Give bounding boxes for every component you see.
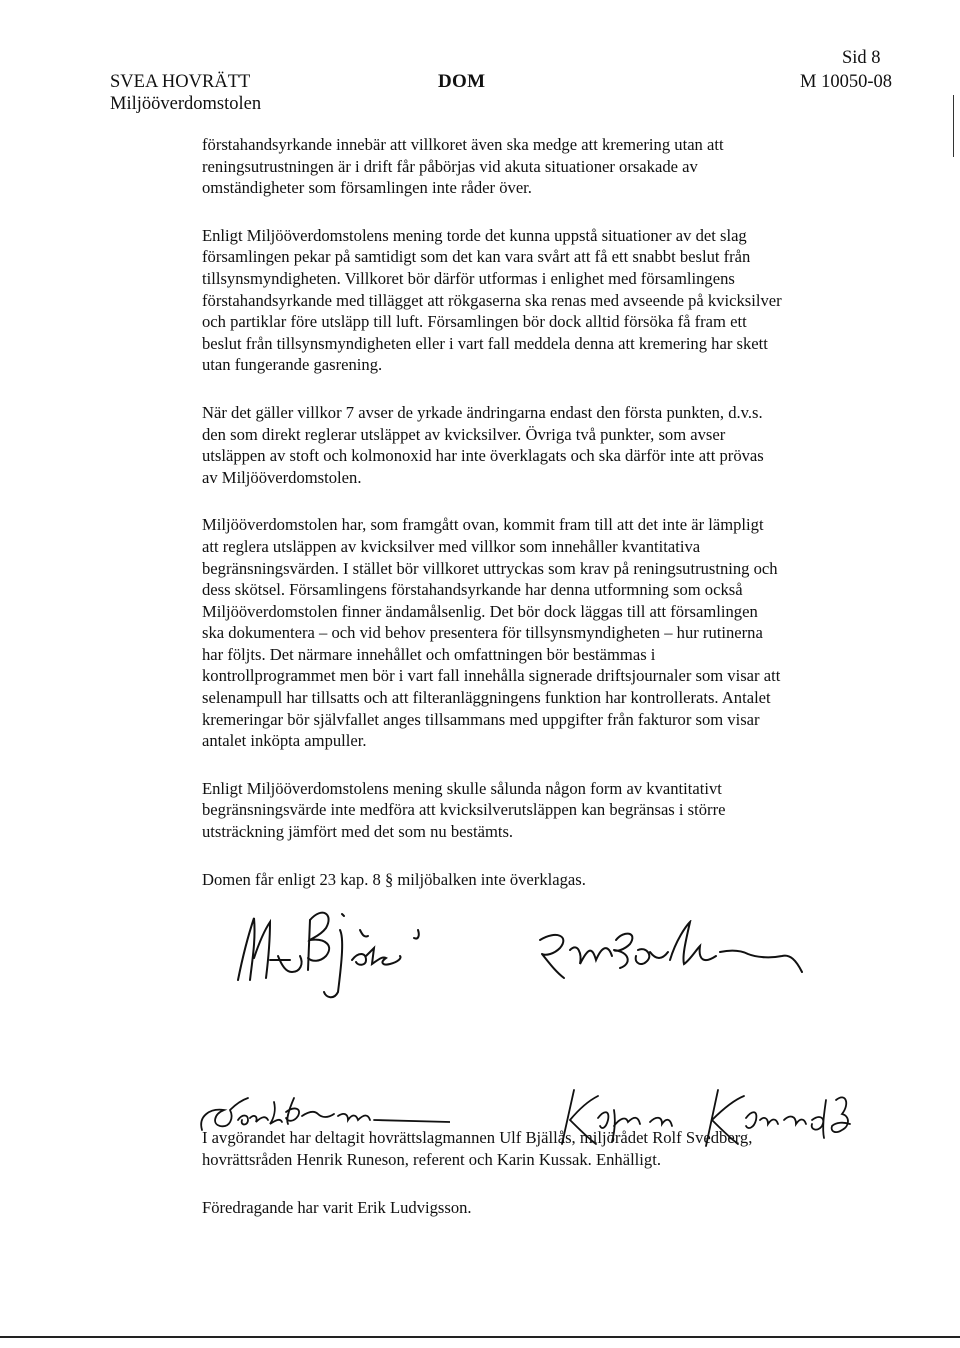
text-line: förstahandsyrkande innebär att villkoret även ska medge att kremering utan att [202, 135, 724, 154]
case-number: M 10050-08 [800, 72, 892, 92]
paragraph-5 [202, 778, 902, 843]
text-line: kremeringar bör självfallet anges tillsammans med uppgifter från fakturor som visar [202, 709, 760, 729]
text-line: beslut från tillsynsmyndigheten eller i vart fall meddela denna att kremering har skett [202, 333, 768, 353]
text-line: Miljööverdomstolen finner ändamålsenlig. Det bör dock läggas till att församlingen [202, 601, 758, 621]
footer-paragraph-1 [202, 1127, 902, 1170]
text-line: Enligt Miljööverdomstolens mening skulle sålunda någon form av kvantitativt [202, 778, 722, 798]
text-line: församlingen pekar på samtidigt som det kan vara svårt att få ett snabbt beslut från [202, 247, 751, 267]
paragraph-4 [202, 514, 902, 752]
text-line: har följts. Det närmare innehållet och omfattningen bör bestämmas i [202, 644, 656, 664]
document-footer [202, 1127, 902, 1246]
document-body [202, 134, 902, 916]
text-line: reningsutrustningen är i drift får påbörjas vid akuta situationer orsakade av [202, 156, 698, 176]
text-line: den som direkt reglerar utsläppet av kvicksilver. Övriga två punkter, som avser [202, 424, 726, 444]
margin-mark [953, 95, 954, 157]
text-line: hovrättsråden Henrik Runeson, referent och Karin Kussak. Enhälligt. [202, 1149, 661, 1169]
text-line: och partiklar före utsläpp till luft. Församlingen bör dock alltid försöka få fram ett [202, 312, 747, 332]
text-line: antalet inköpta ampuller. [202, 731, 367, 751]
text-line: tillsynsmyndigheten. Villkoret bör därför utformas i enlighet med församlingens [202, 268, 735, 288]
footer-paragraph-2 [202, 1197, 902, 1219]
text-line: utsläppen av stoft och kolmonoxid har inte överklagats och ska därför inte att prövas [202, 446, 764, 466]
text-line: att reglera utsläppen av kvicksilver med villkor som innehåller kvantitativa [202, 536, 701, 556]
text-line: När det gäller villkor 7 avser de yrkade ändringarna endast den första punkten, d.v.s. [202, 402, 763, 422]
paragraph-2 [202, 225, 902, 376]
paragraph-3 [202, 402, 902, 488]
paragraph-6 [202, 869, 902, 891]
text-line: dess skötsel. Församlingens förstahandsyrkande har denna utformning som också [202, 580, 743, 600]
court-name: SVEA HOVRÄTT [110, 72, 251, 92]
department-name: Miljööverdomstolen [110, 94, 262, 114]
text-line: Enligt Miljööverdomstolens mening torde det kunna uppstå situationer av det slag [202, 225, 747, 245]
text-line: omständigheter som församlingen inte råder över. [202, 178, 532, 198]
document-type: DOM [438, 71, 486, 92]
text-line: Föredragande har varit Erik Ludvigsson. [202, 1198, 472, 1218]
page-number: Sid 8 [842, 48, 881, 68]
text-line: begränsningsvärde inte medföra att kvicksilverutsläppen kan begränsas i större [202, 800, 726, 820]
signature-2 [520, 920, 820, 1010]
text-line: av Miljööverdomstolen. [202, 467, 362, 487]
text-line: selenampull har tillsatts och att filteranläggningens funktion har kontrollerats. Antalet [202, 688, 771, 708]
bottom-rule [0, 1336, 960, 1338]
text-line: kontrollprogrammet men bör i vart fall innehålla signerade driftsjournaler som visar att [202, 666, 781, 686]
text-line: utan fungerande gasrening. [202, 355, 383, 375]
text-line: Miljööverdomstolen har, som framgått ovan, kommit fram till att det inte är lämpligt [202, 515, 764, 535]
text-line: I avgörandet har deltagit hovrättslagmannen Ulf Bjällås, miljörådet Rolf Svedberg, [202, 1128, 753, 1147]
paragraph-1 [202, 134, 902, 199]
text-line: förstahandsyrkande med tillägget att rökgaserna ska renas med avseende på kvicksilver [202, 290, 782, 310]
signature-1 [230, 900, 490, 1010]
text-line: begränsningsvärden. I stället bör villkoret uttryckas som krav på reningsutrustning och [202, 558, 778, 578]
text-line: ska dokumentera – och vid behov presentera för tillsynsmyndigheten – hur rutinerna [202, 623, 763, 643]
text-line: utsträckning jämfört med det som nu bestämts. [202, 822, 514, 842]
text-line: Domen får enligt 23 kap. 8 § miljöbalken inte överklagas. [202, 869, 586, 889]
